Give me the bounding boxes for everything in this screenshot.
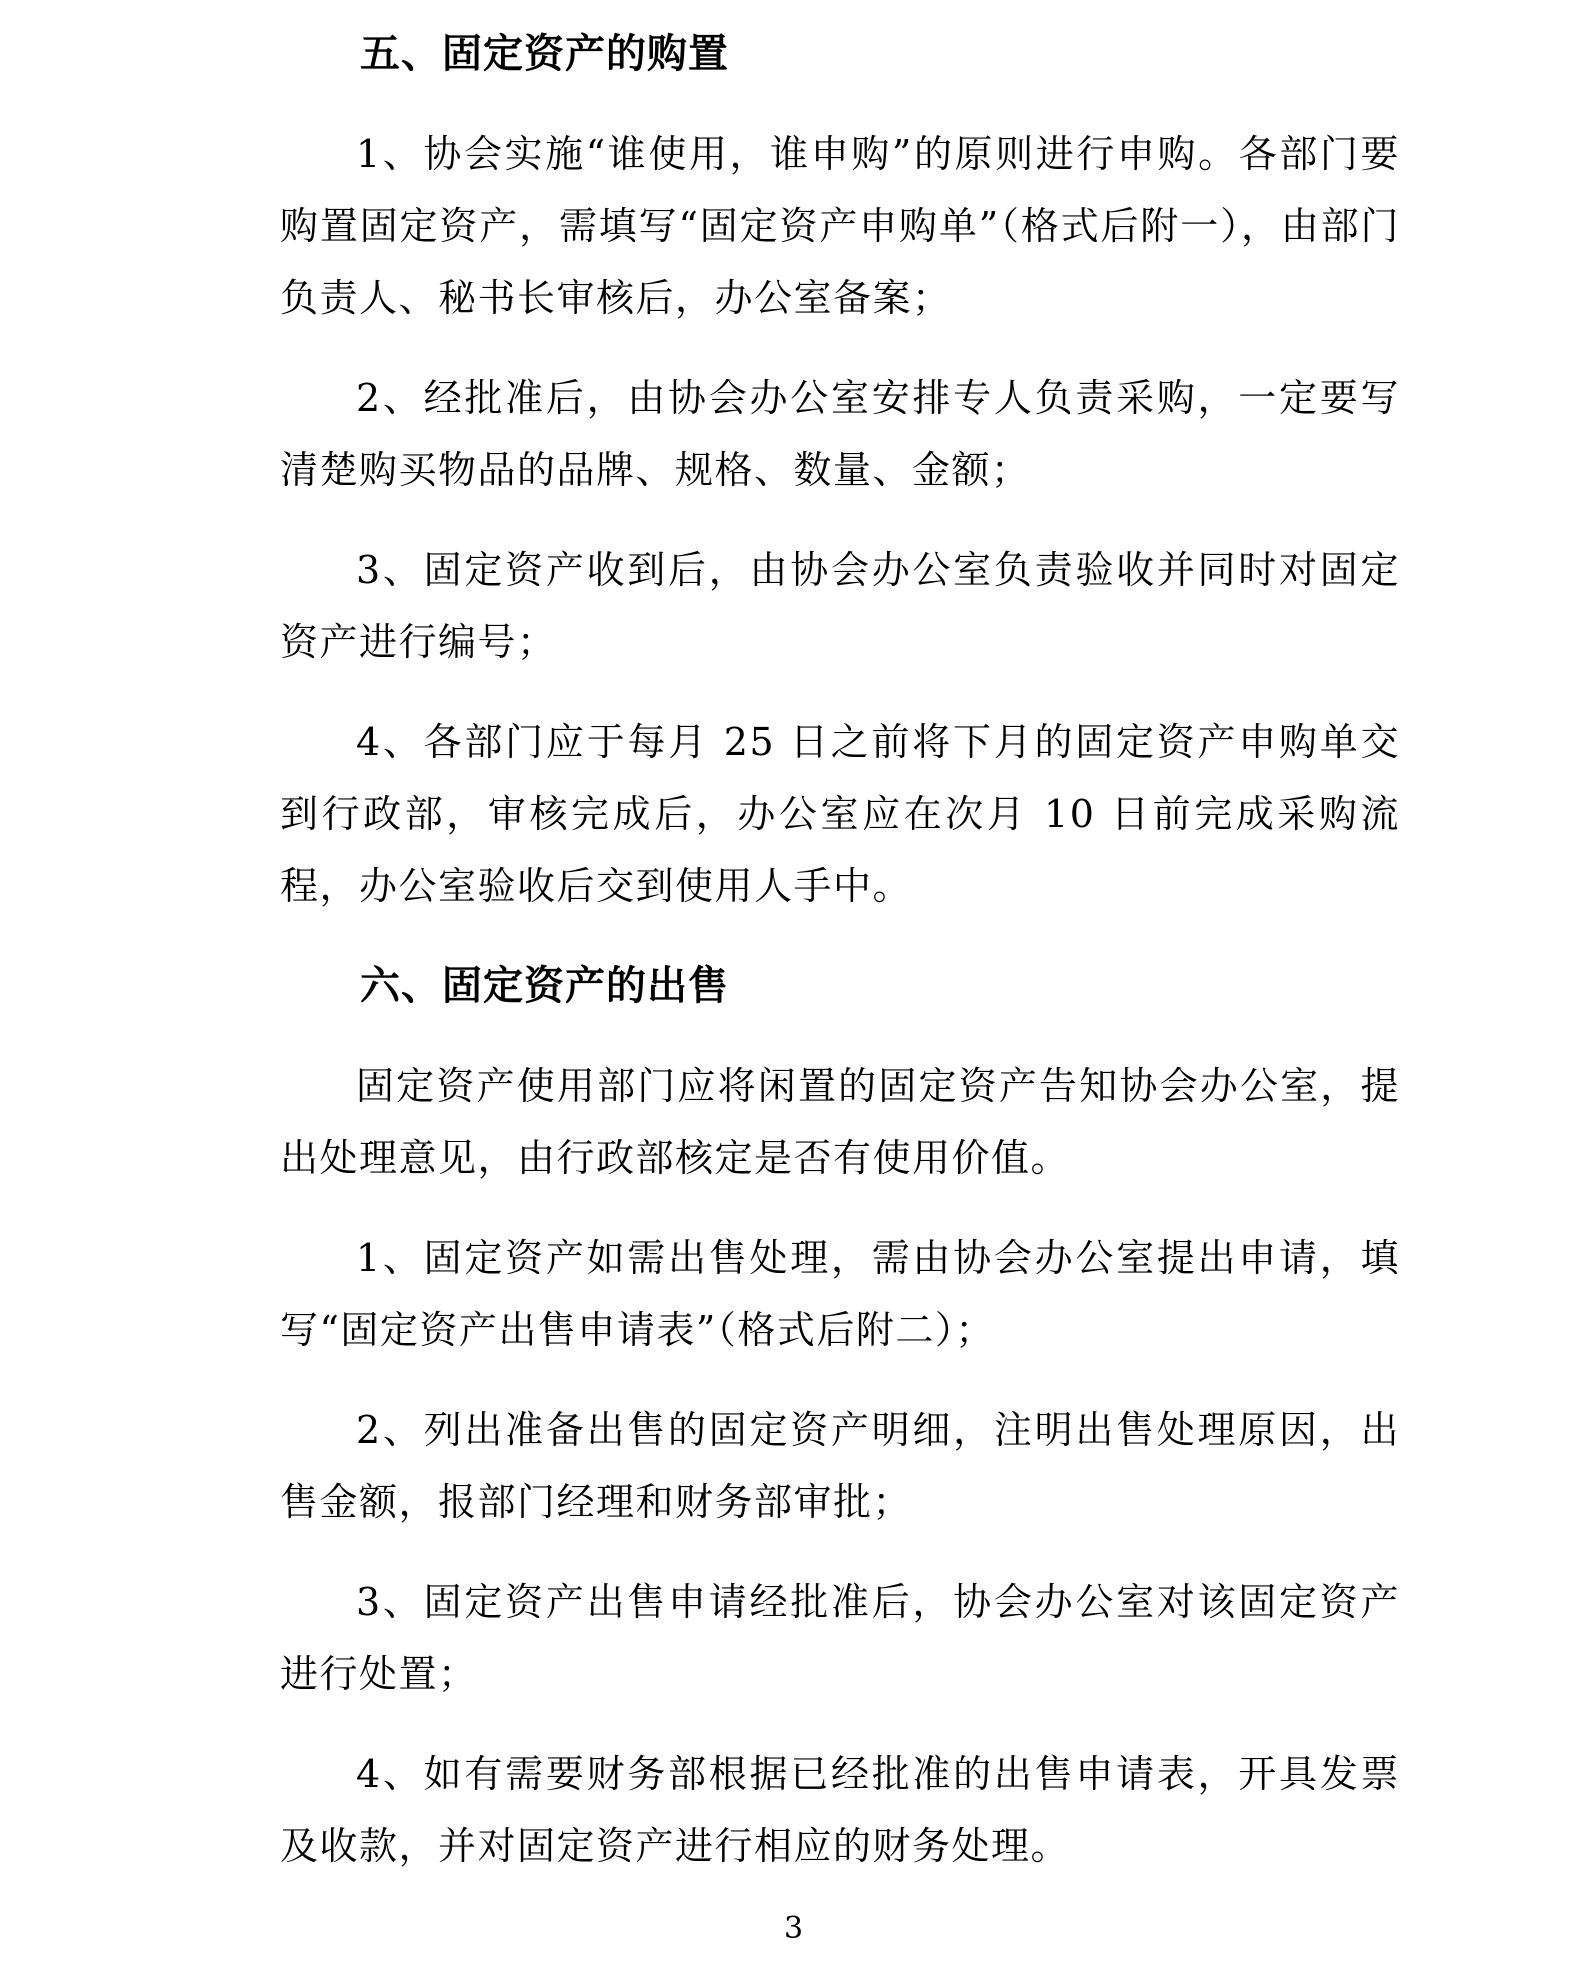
section-heading-purchase: 五、固定资产的购置: [360, 30, 729, 77]
paragraph: 2、列出准备出售的固定资产明细，注明出售处理原因，出售金额，报部门经理和财务部审批；: [280, 1408, 1400, 1524]
paragraph: 4、各部门应于每月 25 日之前将下月的固定资产申购单交到行政部，审核完成后，办公室应在次月 10 日前完成采购流程，办公室验收后交到使用人手中。: [280, 720, 1400, 908]
paragraph: 固定资产使用部门应将闲置的固定资产告知协会办公室，提出处理意见，由行政部核定是否有使用价值。: [280, 1064, 1400, 1180]
paragraph: 3、固定资产出售申请经批准后，协会办公室对该固定资产进行处置；: [280, 1580, 1400, 1696]
paragraph: 1、固定资产如需出售处理，需由协会办公室提出申请，填写“固定资产出售申请表”（格式后附二）；: [280, 1236, 1400, 1352]
document-content: [280, 18, 1400, 1910]
paragraph: 3、固定资产收到后，由协会办公室负责验收并同时对固定资产进行编号；: [280, 548, 1400, 664]
paragraph: 1、协会实施“谁使用，谁申购”的原则进行申购。各部门要购置固定资产，需填写“固定资产申购单”（格式后附一），由部门负责人、秘书长审核后，办公室备案；: [280, 132, 1400, 320]
page-number: 3: [783, 1911, 804, 1946]
paragraph: 4、如有需要财务部根据已经批准的出售申请表，开具发票及收款，并对固定资产进行相应的财务处理。: [280, 1752, 1400, 1868]
paragraph: 2、经批准后，由协会办公室安排专人负责采购，一定要写清楚购买物品的品牌、规格、数量、金额；: [280, 376, 1400, 492]
section-heading-sale: 六、固定资产的出售: [360, 962, 729, 1009]
